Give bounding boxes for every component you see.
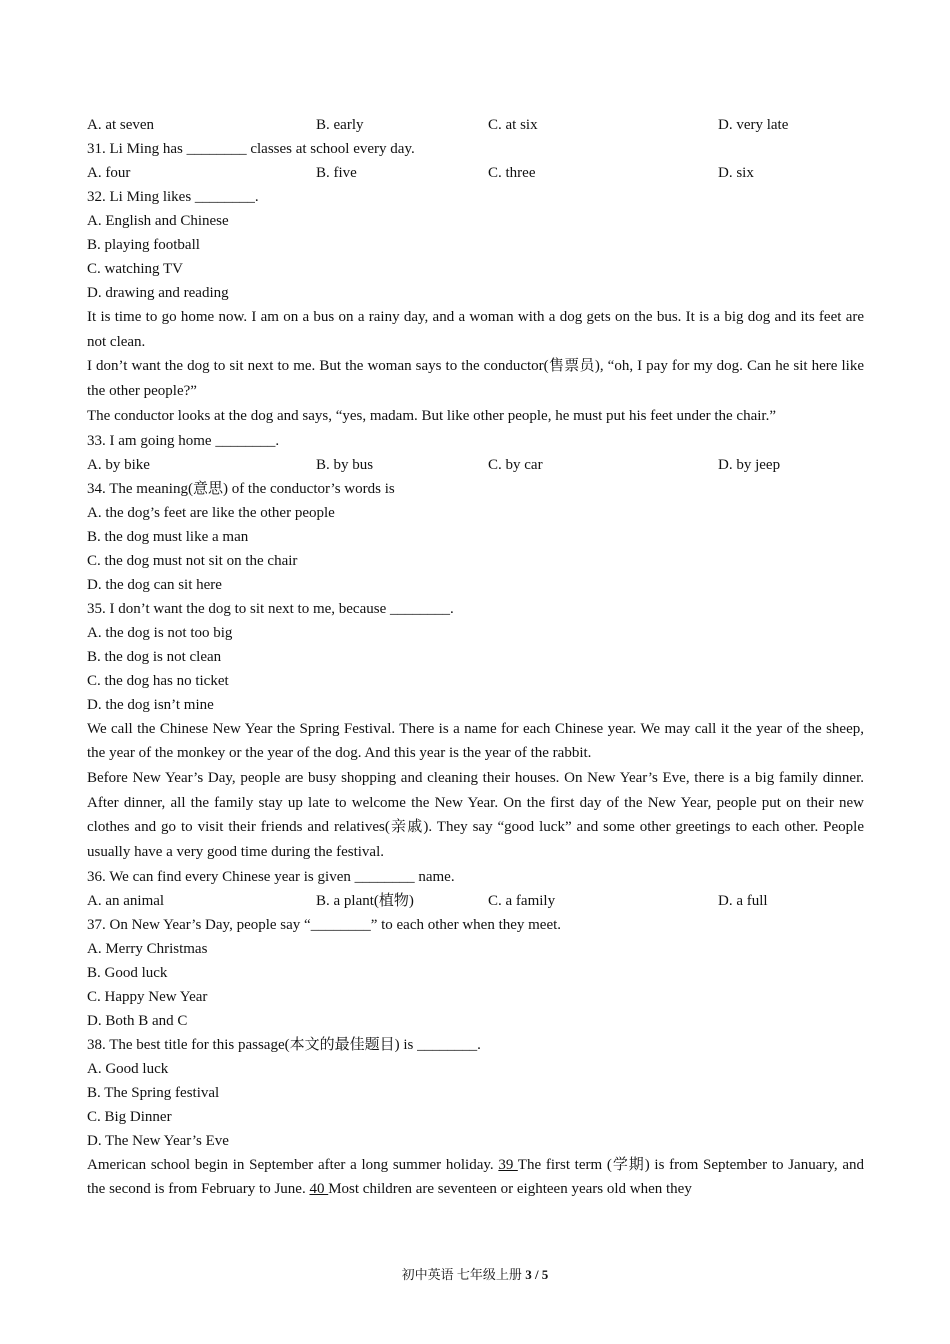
q32-option-b: B. playing football <box>87 237 200 253</box>
q35-option-b: B. the dog is not clean <box>87 648 222 665</box>
q36-option-b: B. a plant(植物) <box>316 892 414 909</box>
q32-option-a: A. English and Chinese <box>87 213 229 229</box>
dog-passage-paragraph-2: I don’t want the dog to sit next to me. But the woman says to the conductor(售票员), “oh, I pay for my dog. Can he sit here like the other people?” <box>87 358 864 400</box>
q38-option-a: A. Good luck <box>87 1060 169 1077</box>
q32-option-c: C. watching TV <box>87 261 183 277</box>
q36-option-c: C. a family <box>488 892 556 909</box>
q36-option-a: A. an animal <box>87 892 165 909</box>
q30-option-c: C. at six <box>488 117 538 133</box>
q33-options <box>87 453 864 477</box>
q34-option-c: C. the dog must not sit on the chair <box>87 552 298 569</box>
q38-option-b: B. The Spring festival <box>87 1084 220 1101</box>
q35-option-d: D. the dog isn’t mine <box>87 696 214 713</box>
dog-passage-paragraph-3: The conductor looks at the dog and says, “yes, madam. But like other people, he must put his feet under the chair.” <box>87 407 776 424</box>
q30-option-a: A. at seven <box>87 117 155 133</box>
q38-stem: 38. The best title for this passage(本文的最佳题目) is ________. <box>87 1036 481 1053</box>
q33-option-c: C. by car <box>488 456 543 473</box>
q31-option-a: A. four <box>87 165 131 181</box>
q37-option-d: D. Both B and C <box>87 1012 188 1029</box>
footer-page-number: 3 / 5 <box>525 1267 549 1282</box>
q31-stem: 31. Li Ming has ________ classes at school every day. <box>87 141 415 157</box>
q37-option-c: C. Happy New Year <box>87 988 208 1005</box>
q33-stem: 33. I am going home ________. <box>87 432 280 449</box>
q35-stem: 35. I don’t want the dog to sit next to me, because ________. <box>87 600 454 617</box>
q33-option-d: D. by jeep <box>718 456 781 473</box>
q34-stem: 34. The meaning(意思) of the conductor’s words is <box>87 480 395 497</box>
q31-option-b: B. five <box>316 165 357 181</box>
q33-option-a: A. by bike <box>87 456 150 473</box>
q31-option-d: D. six <box>718 165 754 181</box>
q31-options <box>87 161 864 185</box>
blank-39: 39 <box>498 1156 518 1173</box>
q37-option-b: B. Good luck <box>87 964 168 981</box>
q34-option-d: D. the dog can sit here <box>87 576 222 593</box>
q36-options <box>87 889 864 913</box>
q33-option-b: B. by bus <box>316 456 374 473</box>
q37-stem: 37. On New Year’s Day, people say “________” to each other when they meet. <box>87 916 562 933</box>
footer-course-label: 初中英语 七年级上册 <box>401 1267 526 1282</box>
q38-option-d: D. The New Year’s Eve <box>87 1132 229 1149</box>
page-footer <box>0 1266 950 1284</box>
q35-option-a: A. the dog is not too big <box>87 624 233 641</box>
q30-option-d: D. very late <box>718 117 789 133</box>
festival-passage-paragraph-1: We call the Chinese New Year the Spring Festival. There is a name for each Chinese year. We may call it the year of the sheep, the year of the monkey or the year of the dog. And this year is the year of the rabbit. <box>87 720 864 762</box>
q34-option-a: A. the dog’s feet are like the other people <box>87 504 335 521</box>
school-passage-text-2: The first term (学期) is from September to January, and the second is from February to June. <box>87 1156 864 1198</box>
q31-option-c: C. three <box>488 165 536 181</box>
q36-option-d: D. a full <box>718 892 768 909</box>
worksheet-content <box>87 113 864 1202</box>
q37-option-a: A. Merry Christmas <box>87 940 208 957</box>
q30-options <box>87 113 864 137</box>
festival-passage-paragraph-2: Before New Year’s Day, people are busy shopping and cleaning their houses. On New Year’s Eve, there is a big family dinner. After dinner, all the family stay up late to welcome the New Year. On the first day of the New Year, people put on their new clothes and go to visit their friends and relatives(亲戚). They say “good luck” and some other greetings to each other. People usually have a very good time during the festival. <box>87 769 864 861</box>
q32-stem: 32. Li Ming likes ________. <box>87 189 259 205</box>
dog-passage-paragraph-1: It is time to go home now. I am on a bus on a rainy day, and a woman with a dog gets on the bus. It is a big dog and its feet are not clean. <box>87 309 864 350</box>
q34-option-b: B. the dog must like a man <box>87 528 249 545</box>
q32-option-d: D. drawing and reading <box>87 285 229 301</box>
school-passage-text-3: Most children are seventeen or eighteen years old when they <box>328 1181 692 1198</box>
q30-option-b: B. early <box>316 117 364 133</box>
q35-option-c: C. the dog has no ticket <box>87 672 229 689</box>
school-passage-text-1: American school begin in September after a long summer holiday. <box>87 1156 494 1173</box>
blank-40: 40 <box>309 1181 329 1198</box>
school-passage-paragraph <box>87 1153 864 1202</box>
q38-option-c: C. Big Dinner <box>87 1108 172 1125</box>
q36-stem: 36. We can find every Chinese year is given ________ name. <box>87 868 455 885</box>
